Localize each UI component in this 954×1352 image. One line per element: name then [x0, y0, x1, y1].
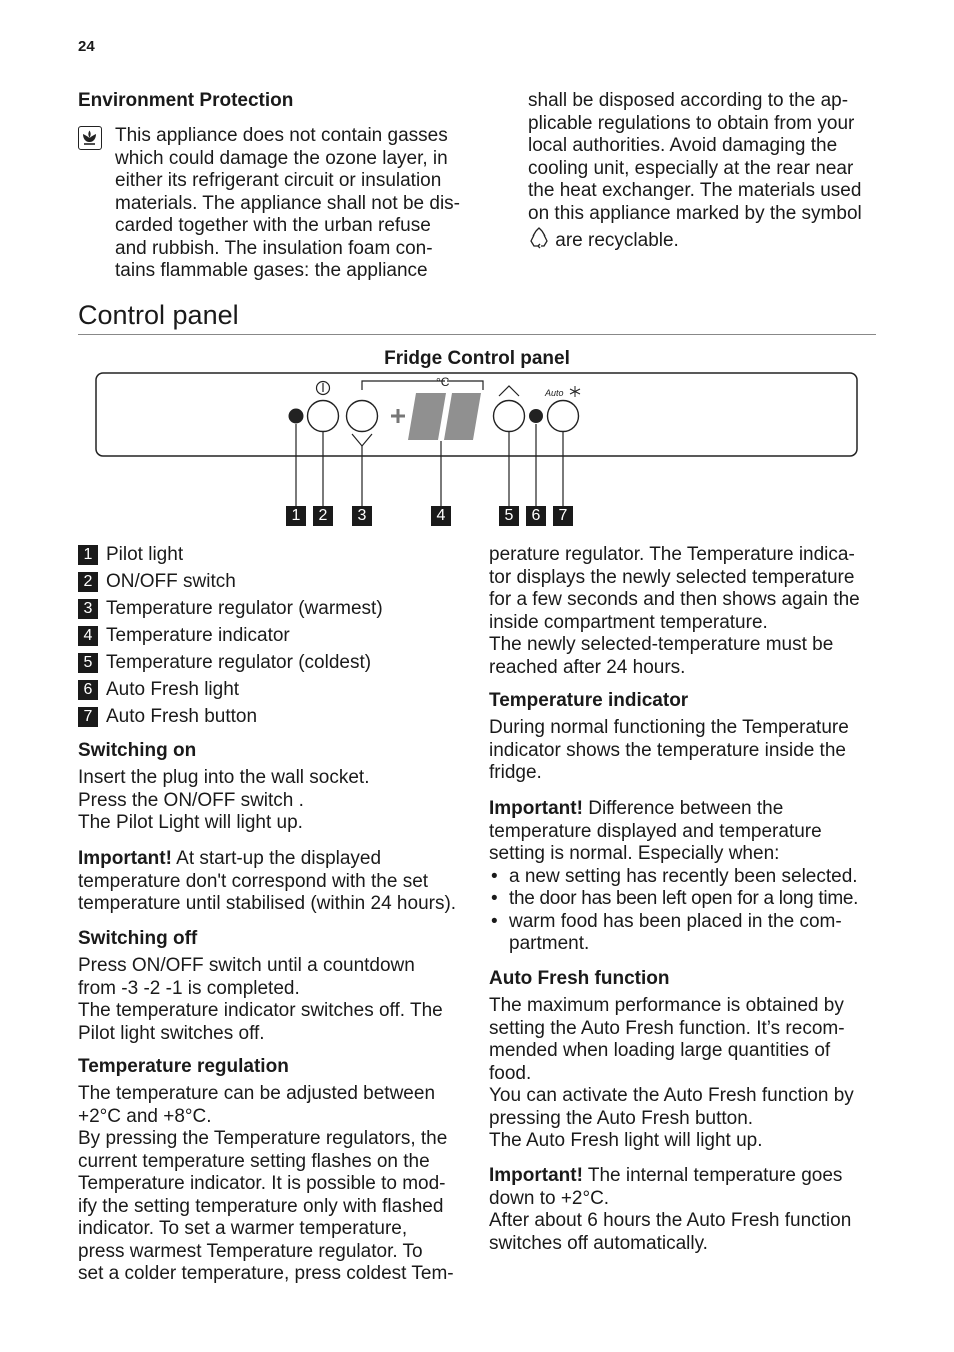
- auto-fresh-important: [489, 1165, 881, 1255]
- text-line: Press the ON/OFF switch .: [78, 789, 304, 811]
- section-title: Control panel: [78, 300, 239, 330]
- env-line: shall be disposed according to the ap-: [528, 90, 849, 111]
- legend-label: Temperature regulator (warmest): [106, 598, 383, 619]
- temp-indicator-heading: Temperature indicator: [489, 690, 689, 711]
- text-line: The internal temperature goes: [582, 1165, 843, 1186]
- chevron-down-icon: [352, 434, 372, 446]
- legend-item: [78, 679, 239, 701]
- temp-indicator-text: [489, 717, 881, 785]
- text-line: The newly selected-temperature must be: [489, 634, 834, 655]
- text-line: Press ON/OFF switch until a countdown: [78, 955, 415, 976]
- callout-5: 5: [499, 506, 519, 526]
- temperature-bracket: [447, 381, 483, 390]
- legend: [78, 544, 468, 734]
- text-line: food.: [489, 1062, 532, 1084]
- text-line: mended when loading large quantities of: [489, 1040, 831, 1061]
- callout-6: 6: [526, 506, 546, 526]
- legend-number: 4: [78, 626, 98, 646]
- text-line: setting the Auto Fresh function. It’s recom-: [489, 1017, 845, 1039]
- legend-label: Auto Fresh light: [106, 679, 240, 700]
- legend-number: 5: [78, 653, 98, 673]
- text-line: setting is normal. Especially when:: [489, 843, 780, 864]
- auto-fresh-light: [529, 409, 543, 423]
- auto-fresh-text: [489, 995, 881, 1153]
- power-icon: [317, 382, 330, 395]
- legend-item: [78, 544, 183, 566]
- important-label: Important!: [489, 798, 583, 819]
- temperature-bracket: [362, 381, 445, 390]
- auto-fresh-heading: Auto Fresh function: [489, 968, 670, 989]
- text-line: reached after 24 hours.: [489, 656, 686, 678]
- auto-label: Auto: [545, 388, 564, 398]
- text-line: You can activate the Auto Fresh function by: [489, 1085, 854, 1106]
- text-line: fridge.: [489, 762, 542, 783]
- legend-number: 2: [78, 572, 98, 592]
- bullet-item: • a new setting has recently been selected.: [489, 866, 881, 889]
- legend-item: [78, 706, 257, 728]
- text-line: press warmest Temperature regulator. To: [78, 1240, 423, 1262]
- legend-item: [78, 571, 236, 593]
- env-line: and rubbish. The insulation foam con-: [115, 237, 433, 259]
- env-line: plicable regulations to obtain from your: [528, 112, 855, 134]
- display-digit: [444, 393, 481, 440]
- text-line: pressing the Auto Fresh button.: [489, 1107, 754, 1129]
- env-line: are recyclable.: [555, 230, 679, 251]
- callout-3: 3: [352, 506, 372, 526]
- env-line: materials. The appliance shall not be dis-: [115, 192, 461, 214]
- switching-on-heading: Switching on: [78, 740, 197, 761]
- text-line: for a few seconds and then shows again the: [489, 589, 860, 610]
- text-line: indicator shows the temperature inside the: [489, 739, 846, 761]
- display-digit: [408, 393, 446, 440]
- bullet-list: [489, 866, 881, 934]
- coldest-regulator-button: [494, 401, 525, 432]
- env-line: local authorities. Avoid damaging the: [528, 135, 838, 156]
- temp-regulation-continued: [489, 544, 881, 679]
- text-line: current temperature setting flashes on the: [78, 1150, 430, 1172]
- text-line: Insert the plug into the wall socket.: [78, 767, 370, 788]
- switching-on-text: [78, 767, 468, 835]
- legend-item: [78, 598, 383, 620]
- legend-item: [78, 652, 371, 674]
- fridge-control-panel-diagram: [0, 0, 954, 540]
- text-line: The temperature can be adjusted between: [78, 1083, 436, 1104]
- text-line: down to +2°C.: [489, 1187, 610, 1209]
- env-line: either its refrigerant circuit or insulation: [115, 170, 442, 191]
- text-line: temperature until stabilised (within 24 hours).: [78, 893, 457, 914]
- text-line: The temperature indicator switches off. The: [78, 1000, 443, 1021]
- on-off-button: [308, 401, 339, 432]
- legend-number: 7: [78, 707, 98, 727]
- auto-fresh-button: [548, 401, 579, 432]
- text-line: partment.: [509, 933, 590, 954]
- text-line: By pressing the Temperature regulators, the: [78, 1128, 448, 1149]
- env-line: the heat exchanger. The materials used: [528, 180, 862, 201]
- env-line: tains flammable gases: the appliance: [115, 260, 428, 281]
- text-line: temperature don't correspond with the set: [78, 870, 429, 892]
- text-line: tor displays the newly selected temperature: [489, 566, 855, 588]
- text-line: The maximum performance is obtained by: [489, 995, 844, 1016]
- bullet-item: • the door has been left open for a long time.: [489, 888, 881, 911]
- text-line: set a colder temperature, press coldest Tem-: [78, 1263, 454, 1284]
- warmest-regulator-button: [347, 401, 378, 432]
- text-line: The Pilot Light will light up.: [78, 812, 303, 833]
- bullet-item: • warm food has been placed in the com-: [489, 911, 881, 934]
- legend-label: ON/OFF switch: [106, 571, 236, 592]
- env-line: on this appliance marked by the symbol: [528, 202, 862, 224]
- env-line: This appliance does not contain gasses: [115, 125, 448, 146]
- text-line: After about 6 hours the Auto Fresh function: [489, 1210, 852, 1231]
- callout-2: 2: [313, 506, 333, 526]
- legend-item: [78, 625, 290, 647]
- callout-4: 4: [431, 506, 451, 526]
- env-heading: Environment Protection: [78, 90, 294, 111]
- switching-off-heading: Switching off: [78, 928, 198, 949]
- text-line: At start-up the displayed: [171, 848, 382, 869]
- text-line: ify the setting temperature only with flashed: [78, 1195, 444, 1217]
- legend-number: 3: [78, 599, 98, 619]
- text-line: The Auto Fresh light will light up.: [489, 1130, 763, 1151]
- text-line: from -3 -2 -1 is completed.: [78, 977, 300, 999]
- text-line: indicator. To set a warmer temperature,: [78, 1218, 408, 1239]
- text-line: switches off automatically.: [489, 1232, 708, 1254]
- legend-label: Pilot light: [106, 544, 184, 565]
- important-label: Important!: [489, 1165, 583, 1186]
- legend-label: Temperature regulator (coldest): [106, 652, 372, 673]
- switching-on-important: [78, 848, 468, 916]
- env-line: which could damage the ozone layer, in: [115, 147, 448, 169]
- text-line: inside compartment temperature.: [489, 611, 768, 633]
- callout-7: 7: [553, 506, 573, 526]
- text-line: temperature displayed and temperature: [489, 820, 822, 842]
- legend-number: 1: [78, 545, 98, 565]
- text-line: Temperature indicator. It is possible to mod-: [78, 1173, 446, 1194]
- pilot-light: [289, 409, 303, 423]
- callout-1: 1: [286, 506, 306, 526]
- panel-title: Fridge Control panel: [384, 348, 570, 369]
- legend-label: Auto Fresh button: [106, 706, 258, 727]
- text-line: Pilot light switches off.: [78, 1022, 265, 1044]
- page-number: 24: [78, 38, 95, 55]
- text-line: +2°C and +8°C.: [78, 1105, 212, 1127]
- temp-regulation-text: [78, 1083, 468, 1286]
- temp-regulation-heading: Temperature regulation: [78, 1056, 289, 1077]
- text-line: Difference between the: [582, 798, 784, 819]
- env-line: cooling unit, especially at the rear near: [528, 157, 854, 179]
- important-label: Important!: [78, 848, 172, 869]
- plus-icon: [391, 409, 405, 423]
- text-line: perature regulator. The Temperature indica-: [489, 544, 855, 565]
- temp-indicator-important: [489, 798, 881, 956]
- snowflake-icon: [570, 386, 580, 397]
- degree-label: °C: [436, 375, 450, 389]
- legend-label: Temperature indicator: [106, 625, 290, 646]
- text-line: During normal functioning the Temperature: [489, 717, 849, 738]
- switching-off-text: [78, 955, 468, 1045]
- legend-number: 6: [78, 680, 98, 700]
- env-line: carded together with the urban refuse: [115, 215, 431, 236]
- chevron-up-icon: [499, 386, 519, 396]
